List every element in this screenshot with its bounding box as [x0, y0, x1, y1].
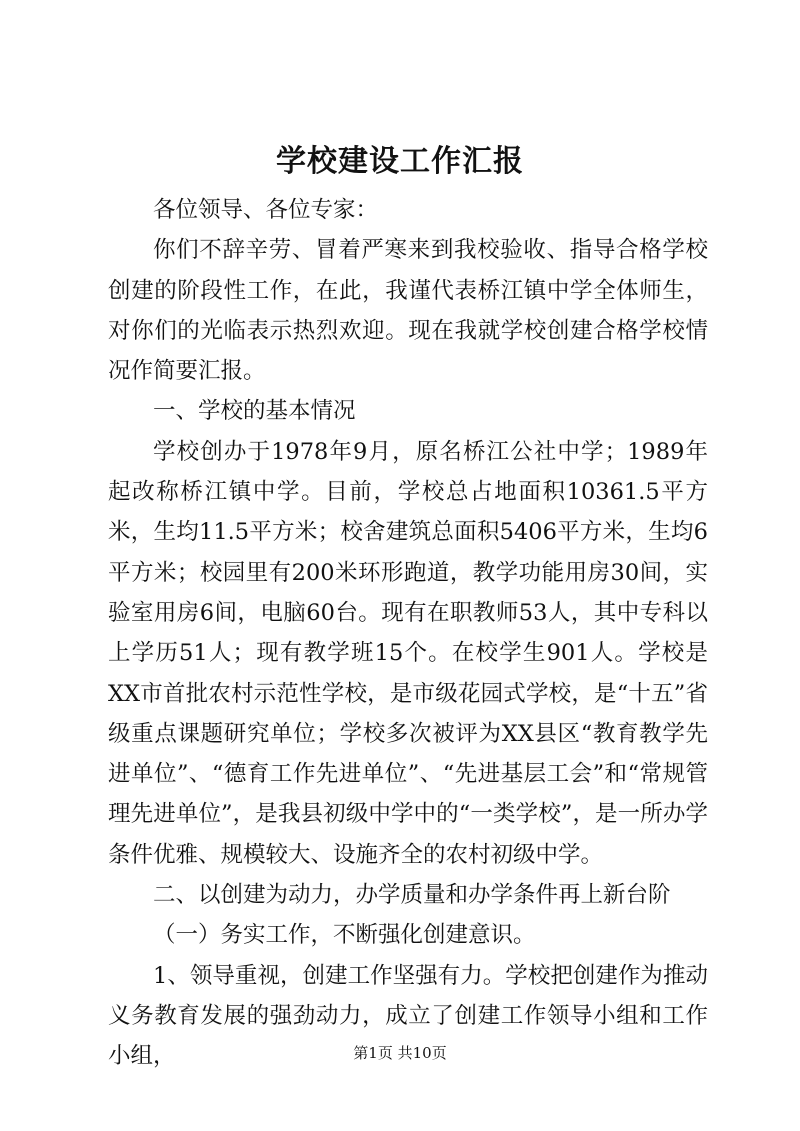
section-heading-creation: 二、以创建为动力，办学质量和办学条件再上新台阶 [153, 882, 671, 909]
page-title: 学校建设工作汇报 [276, 144, 524, 179]
leadership-paragraph: 1、领导重视，创建工作坚强有力。学校把创建作为推动义务教育发展的强劲动力，成立了创建工作领导小组和工作小组， [108, 962, 708, 1070]
subsection-heading: （一）务实工作，不断强化创建意识。 [153, 922, 536, 949]
section-heading-basic-info: 一、学校的基本情况 [153, 398, 356, 425]
page-number-footer: 第1页 共10页 [353, 1044, 447, 1062]
welcome-paragraph: 你们不辞辛劳、冒着严寒来到我校验收、指导合格学校创建的阶段性工作，在此，我谨代表桥江镇中学全体师生，对你们的光临表示热烈欢迎。现在我就学校创建合格学校情况作简要汇报。 [108, 237, 708, 385]
basic-info-paragraph: 学校创办于1978年9月，原名桥江公社中学；1989年起改称桥江镇中学。目前，学校总占地面积10361.5平方米，生均11.5平方米；校舍建筑总面积5406平方米，生均6平方米；校园里有200米环形跑道，教学功能用房30间，实验室用房6间，电脑60台。现有在职教师53人，其中专科以上学历51人；现有教学班15个。在校学生901人。学校是XX市首批农村示范性学校，是市级花园式学校，是“十五”省级重点课题研究单位；学校多次被评为XX县区“教育教学先进单位”、“德育工作先进单位”、“先进基层工会”和“常规管理先进单位”，是我县初级中学中的“一类学校”，是一所办学条件优雅、规模较大、设施齐全的农村初级中学。 [108, 438, 708, 868]
salutation-paragraph: 各位领导、各位专家： [153, 197, 379, 223]
document-body [108, 190, 708, 1077]
